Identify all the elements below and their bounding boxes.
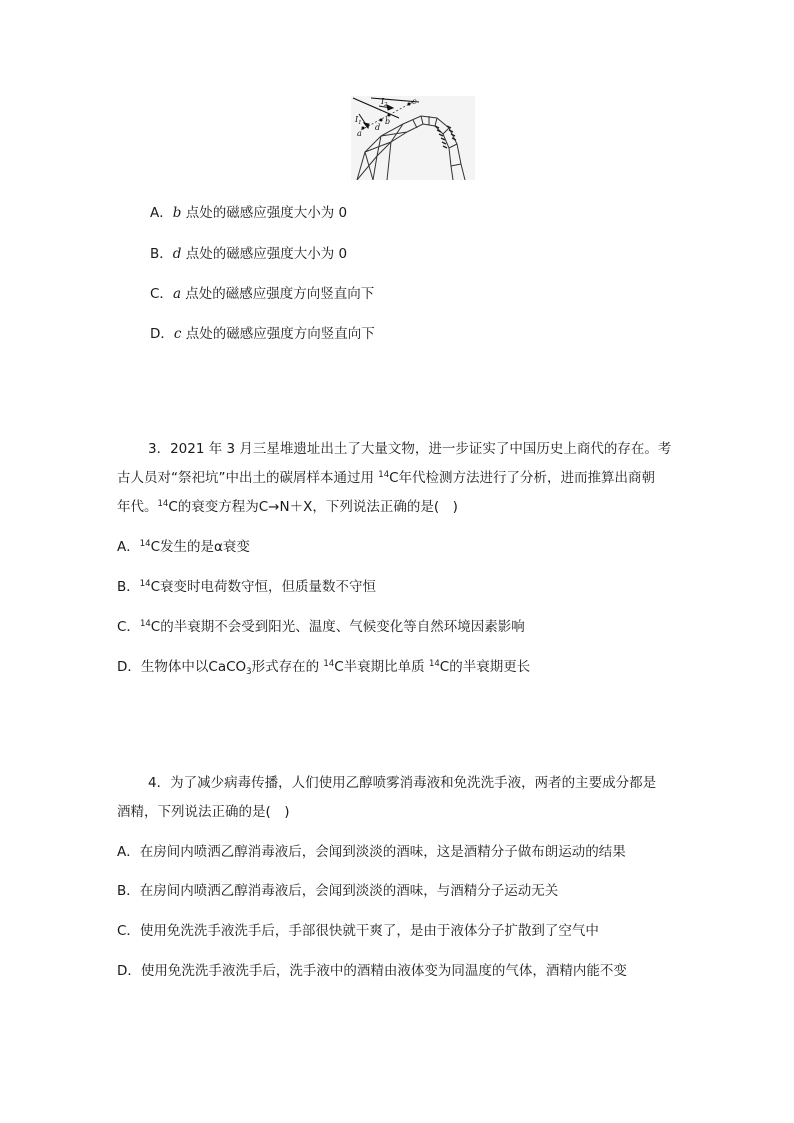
- q2-option-c: C．a 点处的磁感应强度方向竖直向下: [150, 286, 375, 302]
- q4-option-a: A．在房间内喷洒乙醇消毒液后，会闻到淡淡的酒味，这是酒精分子做布朗运动的结果: [117, 844, 626, 860]
- label-a: a: [357, 129, 362, 138]
- q3-option-d: D．生物体中以CaCO$_3$形式存在的 $^{14}$C半衰期比单质 $^{14}$C的半衰期更长: [117, 659, 531, 677]
- q3-option-a: A．$^{14}$C发生的是α衰变: [117, 539, 250, 555]
- q2-option-d: D．c 点处的磁感应强度方向竖直向下: [150, 326, 375, 342]
- q4-option-b: B．在房间内喷洒乙醇消毒液后，会闻到淡淡的酒味，与酒精分子运动无关: [117, 883, 559, 899]
- q2-option-a: A．b 点处的磁感应强度大小为 0: [150, 205, 348, 221]
- q4-option-d: D．使用免洗洗手液洗手后，洗手液中的酒精由液体变为同温度的气体，酒精内能不变: [117, 963, 627, 979]
- q3-stem-line2: 古人员对“祭祀坑”中出土的碳屑样本通过用 $^{14}$C年代检测方法进行了分析，进而推算出商朝: [117, 470, 656, 486]
- q3-option-b: B．$^{14}$C衰变时电荷数守恒，但质量数不守恒: [117, 579, 377, 595]
- tower-diagram: [351, 96, 475, 180]
- q4-stem-line1: 4．为了减少病毒传播，人们使用乙醇喷雾消毒液和免洗洗手液，两者的主要成分都是: [148, 775, 657, 791]
- q4-option-c: C．使用免洗洗手液洗手后，手部很快就干爽了，是由于液体分子扩散到了空气中: [117, 923, 599, 939]
- transmission-tower-figure: [351, 96, 475, 180]
- label-I1: $I_1$: [355, 115, 362, 126]
- label-b: b: [385, 117, 391, 126]
- q2-option-b: B．d 点处的磁感应强度大小为 0: [150, 246, 348, 262]
- label-I2: $I_2$: [381, 97, 388, 108]
- q3-stem-line3: 年代。$^{14}$C的衰变方程为C→N＋X，下列说法正确的是( ): [117, 499, 458, 515]
- q3-stem-line1: 3．2021 年 3 月三星堆遗址出土了大量文物，进一步证实了中国历史上商代的存在。考: [148, 441, 672, 457]
- q3-option-c: C．$^{14}$C的半衰期不会受到阳光、温度、气候变化等自然环境因素影响: [117, 619, 525, 635]
- q4-stem-line2: 酒精，下列说法正确的是( ): [117, 804, 290, 820]
- label-d: d: [375, 123, 381, 132]
- label-c: c: [412, 97, 417, 106]
